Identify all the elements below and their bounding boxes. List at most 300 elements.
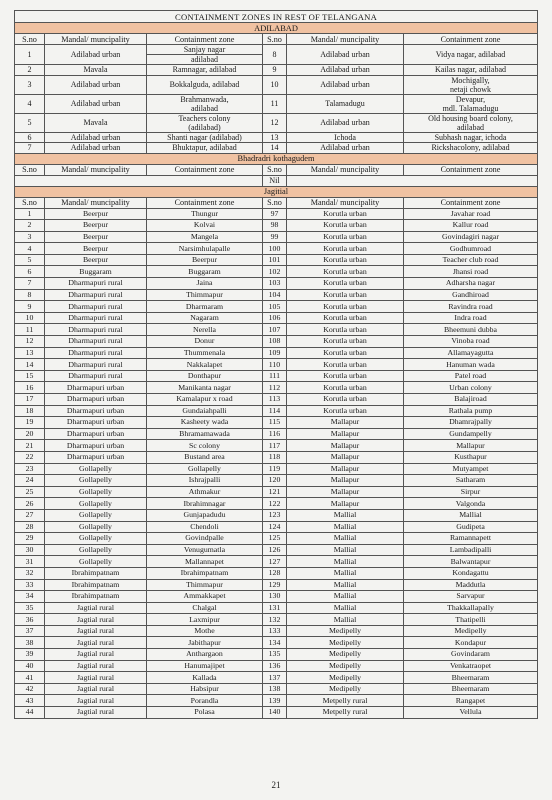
sno-cell: 129 <box>263 579 287 591</box>
sno-header: S.no <box>263 34 287 45</box>
zone-cell: Govindaram <box>404 649 538 661</box>
sno-cell: 100 <box>263 243 287 255</box>
section-bhadradri: Bhadradri kothagudem <box>15 153 538 164</box>
cell-line: Adilabad urban <box>320 65 370 75</box>
mandal-cell: Korutla urban <box>287 312 404 324</box>
zone-cell: Allamayagutta <box>404 347 538 359</box>
mandal-cell: Jagtial rural <box>45 707 147 719</box>
zone-cell: Thungur <box>147 208 263 220</box>
zone-cell: Laxmipur <box>147 614 263 626</box>
cell-line: 12 <box>270 118 279 127</box>
section-jagitial: Jagitial <box>15 186 538 197</box>
mandal-cell: Dharmapuri rural <box>45 359 147 371</box>
zone-cell: Balwantapur <box>404 556 538 568</box>
cell-line: Subhash nagar, ichoda <box>434 132 507 142</box>
sno-header: S.no <box>263 164 287 175</box>
sno-cell: 98 <box>263 220 287 232</box>
nil-value: Nil <box>263 175 287 186</box>
mandal-cell: Mallial <box>287 533 404 545</box>
zone-cell: Gollapelly <box>147 463 263 475</box>
table-row <box>15 243 538 255</box>
mandal-cell <box>45 132 147 143</box>
table-row <box>15 75 538 94</box>
zone-cell: Lambadipalli <box>404 544 538 556</box>
zone-cell: Dharmaram <box>147 301 263 313</box>
sno-cell: 97 <box>263 208 287 220</box>
zone-cell: Thummenala <box>147 347 263 359</box>
table-row <box>15 231 538 243</box>
sno-cell: 9 <box>15 301 45 313</box>
mandal-cell: Gollapelly <box>45 533 147 545</box>
zone-cell: Balajiroad <box>404 394 538 406</box>
mandal-cell: Dharmapuri rural <box>45 289 147 301</box>
sno-cell: 15 <box>15 370 45 382</box>
mandal-cell: Beerpur <box>45 243 147 255</box>
sno-cell: 102 <box>263 266 287 278</box>
zone-cell: Rangapet <box>404 695 538 707</box>
cell-line: Adilabad urban <box>320 118 370 127</box>
table-row <box>15 649 538 661</box>
zone-cell: Narsimhulapalle <box>147 243 263 255</box>
sno-cell: 43 <box>15 695 45 707</box>
zone-cell: Javahar road <box>404 208 538 220</box>
table-row <box>15 533 538 545</box>
sno-cell: 2 <box>15 220 45 232</box>
zone-cell: Kusthapur <box>404 451 538 463</box>
cell-line: Ramnagar, adilabad <box>172 65 237 75</box>
section-adilabad-row <box>15 23 538 34</box>
mandal-cell: Korutla urban <box>287 266 404 278</box>
sno-cell: 106 <box>263 312 287 324</box>
sno-cell: 25 <box>15 486 45 498</box>
table-row <box>15 370 538 382</box>
zone-cell: Gundaiahpalli <box>147 405 263 417</box>
mandal-cell: Dharmapuri urban <box>45 382 147 394</box>
mandal-cell <box>287 113 404 132</box>
zone-cell: Ibrahimpatnam <box>147 567 263 579</box>
zone-cell: Govindagiri nagar <box>404 231 538 243</box>
mandal-header: Mandal/ muncipality <box>287 197 404 208</box>
sno-cell <box>15 75 45 94</box>
zone-cell: Buggaram <box>147 266 263 278</box>
cell-line: Shanti nagar (adilabad) <box>167 132 242 142</box>
zone-header: Containment zone <box>404 197 538 208</box>
sno-cell: 101 <box>263 254 287 266</box>
sno-cell: 39 <box>15 649 45 661</box>
sno-cell: 12 <box>15 336 45 348</box>
zone-cell: Thimmapur <box>147 289 263 301</box>
sno-cell: 139 <box>263 695 287 707</box>
zone-cell: Hanuman wada <box>404 359 538 371</box>
zone-cell: Kamalapur x road <box>147 394 263 406</box>
sno-cell: 29 <box>15 533 45 545</box>
sno-cell <box>263 113 287 132</box>
cell-line: 10 <box>270 80 279 89</box>
mandal-cell: Korutla urban <box>287 405 404 417</box>
mandal-cell: Medipelly <box>287 660 404 672</box>
mandal-cell: Korutla urban <box>287 382 404 394</box>
mandal-cell: Mallial <box>287 509 404 521</box>
mandal-cell: Dharmapuri rural <box>45 278 147 290</box>
mandal-cell <box>45 65 147 76</box>
sno-cell: 5 <box>15 254 45 266</box>
cell-line: Ichoda <box>334 132 356 142</box>
sno-cell: 44 <box>15 707 45 719</box>
mandal-cell: Dharmapuri rural <box>45 324 147 336</box>
zone-cell: Mothe <box>147 625 263 637</box>
zone-cell: Urban colony <box>404 382 538 394</box>
mandal-cell: Mallapur <box>287 498 404 510</box>
cell-line: 13 <box>270 132 279 142</box>
sno-cell: 6 <box>15 266 45 278</box>
cell-line: Rickshacolony, adilabad <box>431 143 510 153</box>
cell-line: Sanjay nagar <box>147 45 262 55</box>
table-row <box>15 428 538 440</box>
table-row <box>15 509 538 521</box>
sno-cell: 121 <box>263 486 287 498</box>
zone-header: Containment zone <box>147 34 263 45</box>
mandal-cell: Dharmapuri rural <box>45 347 147 359</box>
containment-table <box>14 10 538 719</box>
mandal-cell: Ibrahimpatnam <box>45 579 147 591</box>
cell-line: Brahmanwada, <box>180 94 229 104</box>
mandal-cell: Beerpur <box>45 254 147 266</box>
zone-cell <box>404 143 538 154</box>
table-row <box>15 463 538 475</box>
sno-cell <box>15 113 45 132</box>
zone-cell: Bheemaram <box>404 683 538 695</box>
cell-line: netaji chowk <box>449 84 492 94</box>
mandal-cell: Mallapur <box>287 428 404 440</box>
zone-cell: Mangela <box>147 231 263 243</box>
zone-cell: Nakkalapet <box>147 359 263 371</box>
sno-cell: 20 <box>15 428 45 440</box>
mandal-cell: Gollapelly <box>45 498 147 510</box>
sno-cell <box>15 65 45 76</box>
mandal-cell: Korutla urban <box>287 243 404 255</box>
table-row <box>15 440 538 452</box>
zone-cell: Bustand area <box>147 451 263 463</box>
sno-cell: 115 <box>263 417 287 429</box>
mandal-cell: Mallial <box>287 521 404 533</box>
zone-header: Containment zone <box>404 34 538 45</box>
sno-cell: 37 <box>15 625 45 637</box>
table-row <box>15 672 538 684</box>
zone-cell <box>147 132 263 143</box>
table-row <box>15 220 538 232</box>
zone-cell: Ramannapett <box>404 533 538 545</box>
mandal-cell: Mallapur <box>287 417 404 429</box>
table-row <box>15 394 538 406</box>
zone-cell <box>404 113 538 132</box>
zone-cell: Kondapur <box>404 637 538 649</box>
mandal-cell: Jagtial rural <box>45 614 147 626</box>
table-row <box>15 683 538 695</box>
zone-cell: Thakkallapally <box>404 602 538 614</box>
table-row <box>15 707 538 719</box>
cell-line: Old housing board colony, <box>428 113 513 123</box>
zone-cell: Donthapur <box>147 370 263 382</box>
title-row <box>15 11 538 23</box>
table-row <box>15 695 538 707</box>
mandal-cell: Dharmapuri rural <box>45 312 147 324</box>
table-row <box>15 602 538 614</box>
zone-cell: Kondagattu <box>404 567 538 579</box>
mandal-cell: Mallapur <box>287 475 404 487</box>
table-row <box>15 266 538 278</box>
table-row <box>15 132 538 143</box>
zone-cell: Mallapur <box>404 440 538 452</box>
zone-cell <box>404 75 538 94</box>
adilabad-header-row <box>15 34 538 45</box>
zone-cell: Patel road <box>404 370 538 382</box>
mandal-cell: Ibrahimpatnam <box>45 591 147 603</box>
zone-cell: Porandla <box>147 695 263 707</box>
sno-cell: 31 <box>15 556 45 568</box>
mandal-cell: Korutla urban <box>287 347 404 359</box>
zone-cell: Gudipeta <box>404 521 538 533</box>
cell-line: 5 <box>27 118 32 127</box>
mandal-cell: Jagtial rural <box>45 637 147 649</box>
mandal-cell: Dharmapuri urban <box>45 428 147 440</box>
table-row <box>15 301 538 313</box>
zone-cell: Godhumroad <box>404 243 538 255</box>
mandal-cell <box>45 143 147 154</box>
jagitial-header-row <box>15 197 538 208</box>
zone-cell: Ibrahimnagar <box>147 498 263 510</box>
sno-cell: 18 <box>15 405 45 417</box>
table-row <box>15 660 538 672</box>
zone-cell: Anthargaon <box>147 649 263 661</box>
mandal-header: Mandal/ muncipality <box>45 34 147 45</box>
sno-cell <box>15 94 45 113</box>
zone-cell: Sarvapur <box>404 591 538 603</box>
mandal-cell: Korutla urban <box>287 254 404 266</box>
sno-cell: 109 <box>263 347 287 359</box>
sno-cell <box>15 132 45 143</box>
zone-cell: Donur <box>147 336 263 348</box>
zone-cell <box>404 94 538 113</box>
zone-cell: Bheemaram <box>404 672 538 684</box>
zone-cell: Jabithapur <box>147 637 263 649</box>
sno-cell <box>15 45 45 65</box>
mandal-cell: Dharmapuri rural <box>45 336 147 348</box>
sno-cell: 122 <box>263 498 287 510</box>
zone-cell: Polasa <box>147 707 263 719</box>
zone-cell: Kallada <box>147 672 263 684</box>
zone-cell: Manikanta nagar <box>147 382 263 394</box>
mandal-cell <box>287 45 404 65</box>
mandal-cell: Korutla urban <box>287 324 404 336</box>
table-row <box>15 451 538 463</box>
sno-cell: 116 <box>263 428 287 440</box>
sno-cell: 133 <box>263 625 287 637</box>
cell-line: Adilabad urban <box>70 132 121 142</box>
sno-cell: 35 <box>15 602 45 614</box>
zone-cell: Bheemuni dubba <box>404 324 538 336</box>
table-row <box>15 208 538 220</box>
cell-line: Adilabad urban <box>70 80 121 89</box>
mandal-cell: Medipelly <box>287 625 404 637</box>
zone-cell: Jaina <box>147 278 263 290</box>
sno-cell: 14 <box>15 359 45 371</box>
zone-cell: Thatipelli <box>404 614 538 626</box>
zone-header: Containment zone <box>404 164 538 175</box>
mandal-cell: Mallapur <box>287 440 404 452</box>
cell-line: Adilabad urban <box>70 99 121 108</box>
cell-line: Devapur, <box>455 94 486 104</box>
table-row <box>15 475 538 487</box>
mandal-cell: Korutla urban <box>287 394 404 406</box>
mandal-cell: Dharmapuri rural <box>45 370 147 382</box>
bhadradri-header-row <box>15 164 538 175</box>
sno-cell <box>263 94 287 113</box>
zone-cell: Ravindra road <box>404 301 538 313</box>
sno-cell: 17 <box>15 394 45 406</box>
mandal-cell: Gollapelly <box>45 475 147 487</box>
mandal-cell: Ibrahimpatnam <box>45 567 147 579</box>
mandal-cell <box>45 45 147 65</box>
cell-line: Vidya nagar, adilabad <box>435 50 506 59</box>
cell-line: Adilabad urban <box>320 80 370 89</box>
mandal-cell: Korutla urban <box>287 231 404 243</box>
sno-cell: 110 <box>263 359 287 371</box>
mandal-cell: Dharmapuri rural <box>45 301 147 313</box>
zone-cell: Sc colony <box>147 440 263 452</box>
mandal-cell: Korutla urban <box>287 370 404 382</box>
sno-cell: 41 <box>15 672 45 684</box>
sno-cell: 32 <box>15 567 45 579</box>
sno-cell: 123 <box>263 509 287 521</box>
zone-cell <box>147 143 263 154</box>
sno-cell <box>263 65 287 76</box>
sno-cell: 138 <box>263 683 287 695</box>
mandal-cell <box>45 94 147 113</box>
zone-cell: Venkatraopet <box>404 660 538 672</box>
zone-cell <box>147 65 263 76</box>
page-number: 21 <box>271 780 281 790</box>
sno-cell: 33 <box>15 579 45 591</box>
document-page <box>14 10 537 719</box>
mandal-cell: Jagtial rural <box>45 649 147 661</box>
mandal-cell: Beerpur <box>45 208 147 220</box>
sno-cell <box>263 143 287 154</box>
zone-header: Containment zone <box>147 197 263 208</box>
mandal-cell <box>287 132 404 143</box>
sno-cell: 135 <box>263 649 287 661</box>
mandal-cell: Jagtial rural <box>45 683 147 695</box>
sno-cell: 38 <box>15 637 45 649</box>
mandal-cell: Metpelly rural <box>287 707 404 719</box>
sno-cell: 28 <box>15 521 45 533</box>
zone-cell: Thimmapur <box>147 579 263 591</box>
sno-cell: 27 <box>15 509 45 521</box>
sno-cell: 128 <box>263 567 287 579</box>
mandal-cell: Medipelly <box>287 649 404 661</box>
nil-row <box>15 175 538 186</box>
table-row <box>15 567 538 579</box>
table-row <box>15 65 538 76</box>
mandal-cell <box>45 113 147 132</box>
mandal-cell: Gollapelly <box>45 544 147 556</box>
table-row <box>15 579 538 591</box>
cell-line: 11 <box>270 99 279 108</box>
zone-cell: Athmakur <box>147 486 263 498</box>
zone-cell: Nerella <box>147 324 263 336</box>
mandal-cell: Mallapur <box>287 463 404 475</box>
mandal-cell: Mallial <box>287 556 404 568</box>
cell-line: 8 <box>272 50 277 59</box>
sno-cell: 137 <box>263 672 287 684</box>
empty-cell <box>15 175 263 186</box>
sno-cell <box>263 45 287 65</box>
table-row <box>15 359 538 371</box>
sno-cell: 24 <box>15 475 45 487</box>
mandal-cell: Dharmapuri urban <box>45 451 147 463</box>
zone-cell <box>147 75 263 94</box>
sno-cell: 19 <box>15 417 45 429</box>
sno-cell: 99 <box>263 231 287 243</box>
mandal-cell: Dharmapuri urban <box>45 417 147 429</box>
zone-cell: Mutyampet <box>404 463 538 475</box>
mandal-cell: Mallapur <box>287 486 404 498</box>
table-row <box>15 591 538 603</box>
sno-cell: 3 <box>15 231 45 243</box>
cell-line: 4 <box>27 99 32 108</box>
sno-cell: 134 <box>263 637 287 649</box>
sno-cell: 130 <box>263 591 287 603</box>
mandal-cell: Buggaram <box>45 266 147 278</box>
mandal-header: Mandal/ muncipality <box>287 164 404 175</box>
mandal-cell: Metpelly rural <box>287 695 404 707</box>
sno-cell: 104 <box>263 289 287 301</box>
cell-line: Teachers colony <box>178 113 231 123</box>
table-row <box>15 143 538 154</box>
sno-cell: 13 <box>15 347 45 359</box>
table-row <box>15 336 538 348</box>
cell-line: 7 <box>27 143 32 153</box>
cell-line: Bhuktapur, adilabad <box>172 143 237 153</box>
zone-cell: Ishrajpalli <box>147 475 263 487</box>
sno-cell <box>15 143 45 154</box>
mandal-cell <box>287 75 404 94</box>
zone-cell: Habsipur <box>147 683 263 695</box>
zone-cell: Bhramamawada <box>147 428 263 440</box>
table-row <box>15 486 538 498</box>
table-row <box>15 498 538 510</box>
sno-cell: 105 <box>263 301 287 313</box>
mandal-cell <box>45 75 147 94</box>
cell-line: (adilabad) <box>188 122 221 132</box>
cell-line: Mavala <box>83 65 108 75</box>
mandal-cell: Mallial <box>287 614 404 626</box>
mandal-cell: Mallial <box>287 567 404 579</box>
mandal-cell: Mallial <box>287 544 404 556</box>
cell-line: Talamadugu <box>325 99 365 108</box>
zone-cell: Kasheety wada <box>147 417 263 429</box>
sno-cell: 40 <box>15 660 45 672</box>
sno-cell: 8 <box>15 289 45 301</box>
sno-cell: 114 <box>263 405 287 417</box>
table-row <box>15 289 538 301</box>
zone-cell: Gunjapadudu <box>147 509 263 521</box>
mandal-header: Mandal/ muncipality <box>287 34 404 45</box>
table-row <box>15 417 538 429</box>
table-row <box>15 382 538 394</box>
sno-cell: 117 <box>263 440 287 452</box>
zone-cell: Satharam <box>404 475 538 487</box>
zone-cell: Beerpur <box>147 254 263 266</box>
